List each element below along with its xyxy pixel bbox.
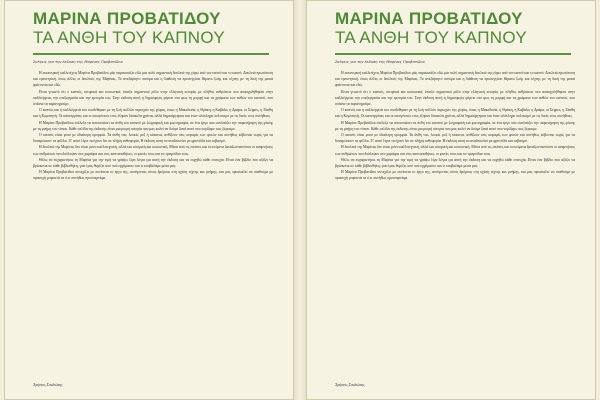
- body-paragraph: Η Μαρίνα Προβατίδου επέλεξε να αποτυπώσει τα άνθη του καπνού με ζωγραφική και φωτογραφία, σε ένα έργο που συνδυάζει την παρατήρηση της φύσης με τη μνήμη του τόπου. Κάθε σελίδα της έκδοσης είναι μια μικρή ιστορία που μας καλεί να δούμε ξανά αυτό που νομίζαμε πως ξέρουμε.: [335, 120, 575, 131]
- left-page: [4, 0, 294, 400]
- right-page: [306, 0, 596, 400]
- author-signature: Χρήστος Σπυλιώτης: [335, 383, 365, 387]
- body-paragraph: Είναι γνωστό ότι ο καπνός, ιστορικά και κοινωνικά, έπαιξε σημαντικό ρόλο στην ελληνική ιστορία, με πλήθος ανθρώπων που απασχολήθηκαν στην καλλιέργεια, την επεξεργασία και την εμπορία του. Στην έκδοση αυτή η δημιουργός φέρνει στο φως τη μορφή και τα χρώματα των ανθών του καπνού, που σπάνια τα παρατηρούμε.: [335, 89, 575, 107]
- page-title: ΜΑΡΙΝΑ ΠΡΟΒΑΤΙΔΟΥ: [33, 9, 221, 28]
- body-paragraph: Η Μαρίνα Προβατίδου συνεχίζει με συνέπεια το έργο της, ανοίγοντας νέους δρόμους στη σχέση τέχνης και μνήμης, και μας προσκαλεί να σταθούμε με προσοχή μπροστά σε ό,τι συνήθως προσπερνάμε.: [335, 170, 575, 181]
- body-paragraph: Η δουλειά της Μαρίνας δεν είναι μόνο καλλιτεχνική, αλλά και ιστορική και κοινωνική. Μέσα από τις εικόνες και τα κείμενα ξαναζωντανεύουν οι αναμνήσεις των ανθρώπων που δούλεψαν στα χωράφια και στις καπναποθήκες, οι φωνές τους και τα τραγούδια τους.: [33, 145, 273, 156]
- page-body: [335, 70, 575, 386]
- author-signature: Χρήστος Σπυλιώτης: [33, 383, 63, 387]
- body-paragraph: Η Μαρίνα Προβατίδου συνεχίζει με συνέπεια το έργο της, ανοίγοντας νέους δρόμους στη σχέση τέχνης και μνήμης, και μας προσκαλεί να σταθούμε με προσοχή μπροστά σε ό,τι συνήθως προσπερνάμε.: [33, 170, 273, 181]
- body-paragraph: Ο καπνός είναι φυτό με ιδιαίτερη ομορφιά. Τα άνθη του, λευκά, ροζ ή κόκκινα, ανθίζουν στις κορυφές των φυτών και συνήθως κόβονται νωρίς για να δυναμώσουν τα φύλλα. Γι' αυτό λίγοι τα έχουν δει σε πλήρη ανθοφορία. Η έκδοση αυτή τα αναδεικνύει με φροντίδα και σεβασμό.: [33, 133, 273, 144]
- title-divider: [335, 53, 571, 55]
- body-paragraph: Ο καπνός είναι φυτό με ιδιαίτερη ομορφιά. Τα άνθη του, λευκά, ροζ ή κόκκινα, ανθίζουν στις κορυφές των φυτών και συνήθως κόβονται νωρίς για να δυναμώσουν τα φύλλα. Γι' αυτό λίγοι τα έχουν δει σε πλήρη ανθοφορία. Η έκδοση αυτή τα αναδεικνύει με φροντίδα και σεβασμό.: [335, 133, 575, 144]
- page-subtitle: ΤΑ ΑΝΘΗ ΤΟΥ ΚΑΠΝΟΥ: [335, 28, 527, 47]
- title-divider: [33, 53, 269, 55]
- body-paragraph: Θέλω να ευχαριστήσω τη Μαρίνα για την τιμή να γράψω λίγα λόγια για αυτή την έκδοση και να ευχηθώ κάθε επιτυχία. Είναι ένα βιβλίο που αξίζει να βρίσκεται σε κάθε βιβλιοθήκη, γιατί μας θυμίζει από πού ερχόμαστε και τι κουβαλάμε μέσα μας.: [33, 157, 273, 169]
- body-paragraph: Η Μαρίνα Προβατίδου επέλεξε να αποτυπώσει τα άνθη του καπνού με ζωγραφική και φωτογραφία, σε ένα έργο που συνδυάζει την παρατήρηση της φύσης με τη μνήμη του τόπου. Κάθε σελίδα της έκδοσης είναι μια μικρή ιστορία που μας καλεί να δούμε ξανά αυτό που νομίζαμε πως ξέρουμε.: [33, 120, 273, 131]
- body-paragraph: Θέλω να ευχαριστήσω τη Μαρίνα για την τιμή να γράψω λίγα λόγια για αυτή την έκδοση και να ευχηθώ κάθε επιτυχία. Είναι ένα βιβλίο που αξίζει να βρίσκεται σε κάθε βιβλιοθήκη, γιατί μας θυμίζει από πού ερχόμαστε και τι κουβαλάμε μέσα μας.: [335, 157, 575, 169]
- page-subtitle: ΤΑ ΑΝΘΗ ΤΟΥ ΚΑΠΝΟΥ: [33, 28, 225, 47]
- page-body: [33, 70, 273, 378]
- page-intro: Σκέψεις για την έκδοση της Μαρίνας Προβατίδου: [33, 60, 123, 64]
- book-gutter: [294, 0, 306, 400]
- body-paragraph: Η δουλειά της Μαρίνας δεν είναι μόνο καλλιτεχνική, αλλά και ιστορική και κοινωνική. Μέσα από τις εικόνες και τα κείμενα ξαναζωντανεύουν οι αναμνήσεις των ανθρώπων που δούλεψαν στα χωράφια και στις καπναποθήκες, οι φωνές τους και τα τραγούδια τους.: [335, 145, 575, 156]
- page-title: ΜΑΡΙΝΑ ΠΡΟΒΑΤΙΔΟΥ: [335, 9, 523, 28]
- body-paragraph: Η εκκεντρική καλλιτέχνις Μαρίνα Προβατίδου μάς παρουσιάζει εδώ μια πολύ σημαντική δουλειά της γύρω από τον καπνό και το καπνό. Δουλειά πρωτότυπη και ερευνητική, όπως άλλες οι δουλειές της Μαρίνας. Το ανεξάρτητο πνεύμα και η διάθεση να προσεγγίσει θέματα ζωής και τέχνης με τη δική της ματιά φαίνονται και εδώ.: [33, 71, 273, 88]
- body-paragraph: Ο καπνός και η καλλιέργειά του συνδέθηκαν με τη ζωή πολλών περιοχών της χώρας, όπως η Μακεδονία, η Θράκη, η Καβάλα, η Δράμα, οι Σέρρες, η Ξάνθη και η Κομοτηνή. Οι καπνεργάτες και οι οικογένειές τους έζησαν δύσκολα χρόνια, αλλά δημιούργησαν και έναν ολόκληρο πολιτισμό με τις δικές τους συνήθειες.: [33, 108, 273, 119]
- body-paragraph: Ο καπνός και η καλλιέργειά του συνδέθηκαν με τη ζωή πολλών περιοχών της χώρας, όπως η Μακεδονία, η Θράκη, η Καβάλα, η Δράμα, οι Σέρρες, η Ξάνθη και η Κομοτηνή. Οι καπνεργάτες και οι οικογένειές τους έζησαν δύσκολα χρόνια, αλλά δημιούργησαν και έναν ολόκληρο πολιτισμό με τις δικές τους συνήθειες.: [335, 108, 575, 119]
- body-paragraph: Είναι γνωστό ότι ο καπνός, ιστορικά και κοινωνικά, έπαιξε σημαντικό ρόλο στην ελληνική ιστορία, με πλήθος ανθρώπων που απασχολήθηκαν στην καλλιέργεια, την επεξεργασία και την εμπορία του. Στην έκδοση αυτή η δημιουργός φέρνει στο φως τη μορφή και τα χρώματα των ανθών του καπνού, που σπάνια τα παρατηρούμε.: [33, 89, 273, 107]
- body-paragraph: Η εκκεντρική καλλιτέχνις Μαρίνα Προβατίδου μάς παρουσιάζει εδώ μια πολύ σημαντική δουλειά της γύρω από τον καπνό και το καπνό. Δουλειά πρωτότυπη και ερευνητική, όπως άλλες οι δουλειές της Μαρίνας. Το ανεξάρτητο πνεύμα και η διάθεση να προσεγγίσει θέματα ζωής και τέχνης με τη δική της ματιά φαίνονται και εδώ.: [335, 71, 575, 88]
- page-intro: Σκέψεις για την έκδοση της Μαρίνας Προβατίδου: [335, 60, 425, 64]
